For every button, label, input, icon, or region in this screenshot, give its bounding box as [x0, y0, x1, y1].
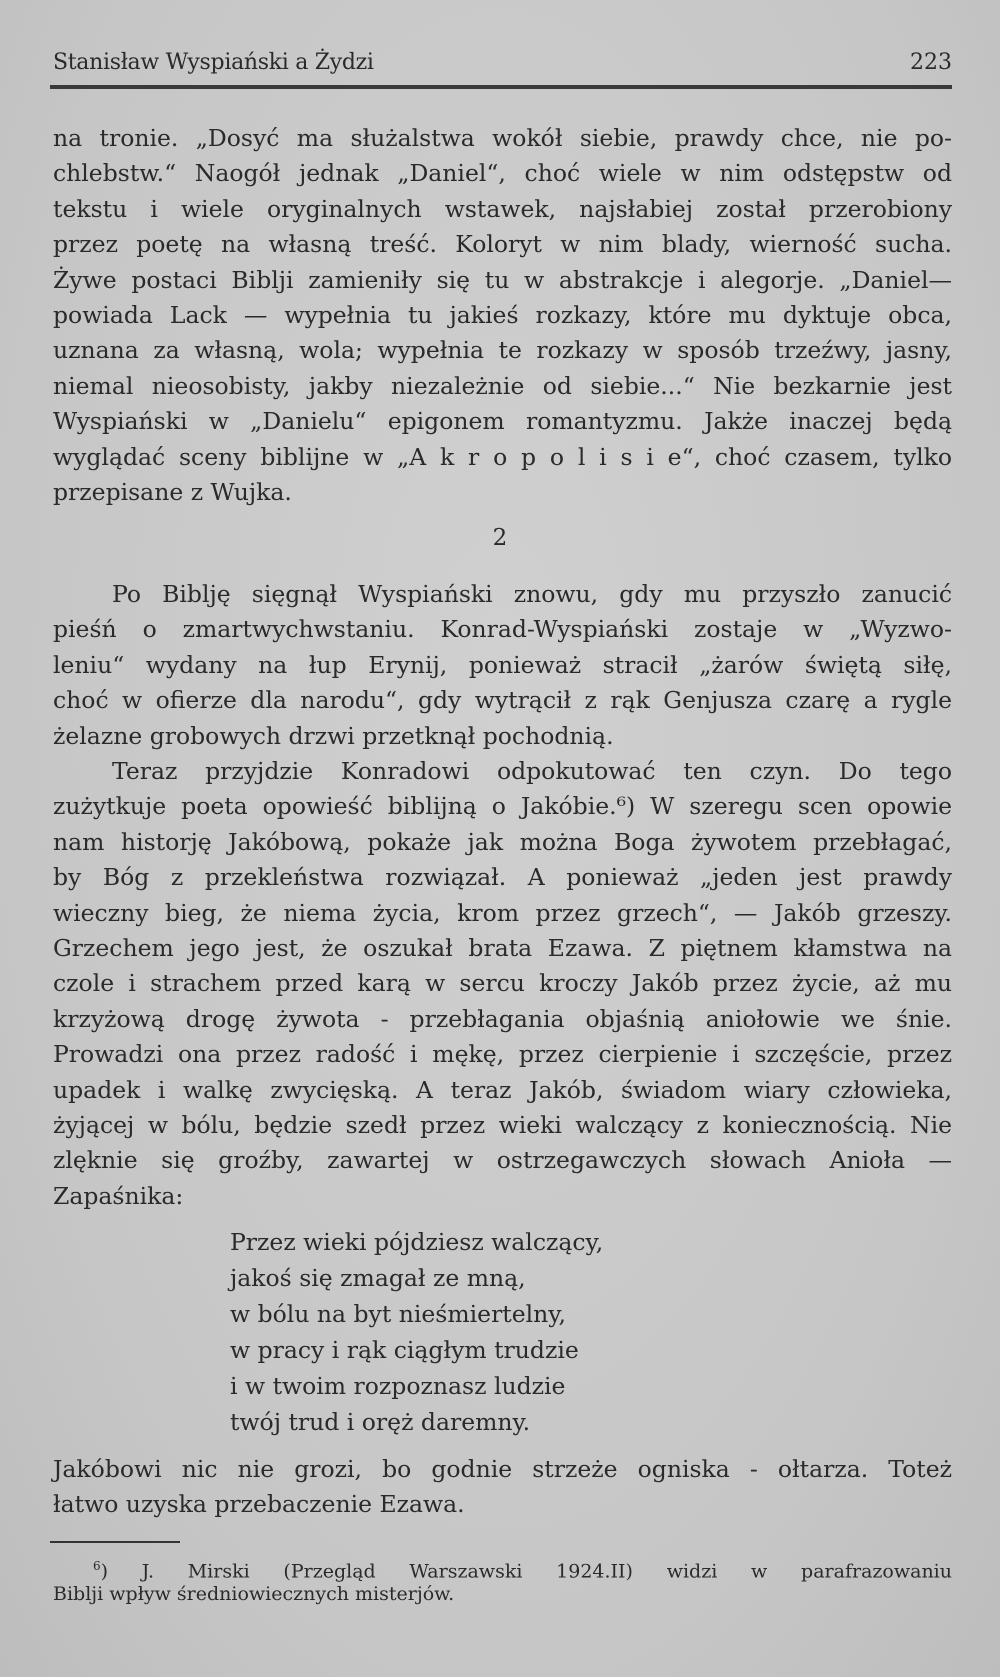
poem-line: twój trud i oręż daremny.	[230, 1407, 531, 1436]
text-line: krzyżową drogę żywota - przebłagania objaśnią aniołowie we śnie.	[53, 1004, 952, 1033]
text-line: czole i strachem przed karą w sercu kroczy Jakób przez życie, aż mu	[53, 969, 952, 998]
paragraph-1	[53, 121, 952, 510]
poem-line: Przez wieki pójdziesz walczący,	[230, 1228, 604, 1256]
footnote	[53, 1555, 952, 1606]
text-line: Wyspiański w „Danielu“ epigonem romantyzmu. Jakże inaczej będą	[53, 407, 952, 436]
text-line: zlęknie się groźby, zawartej w ostrzegawczych słowach Anioła —	[53, 1146, 952, 1175]
text-line: powiada Lack — wypełnia tu jakieś rozkazy, które mu dyktuje obca,	[53, 300, 952, 329]
text-line: pieśń o zmartwychwstaniu. Konrad-Wyspiański zostaje w „Wyzwo-	[53, 615, 952, 644]
paragraph-4	[53, 1452, 952, 1523]
footnote-line	[53, 1555, 952, 1583]
page-number: 223	[910, 50, 952, 75]
text-line: łatwo uzyska przebaczenie Ezawa.	[53, 1490, 465, 1519]
text-line: żyjącej w bólu, będzie szedł przez wieki walczący z koniecznością. Nie	[53, 1110, 952, 1139]
footnote-marker: 6	[93, 1559, 101, 1573]
text-line: Prowadzi ona przez radość i mękę, przez cierpienie i szczęście, przez	[53, 1040, 952, 1069]
running-header	[53, 50, 952, 82]
text-line: Teraz przyjdzie Konradowi odpokutować ten czyn. Do tego	[112, 757, 952, 785]
text-line: Zapaśnika:	[53, 1181, 184, 1210]
text-line: na tronie. „Dosyć ma służalstwa wokół siebie, prawdy chce, nie po-	[53, 124, 952, 152]
paragraph-2	[53, 577, 952, 754]
text-line: upadek i walkę zwycięską. A teraz Jakób, świadom wiary człowieka,	[53, 1075, 952, 1104]
text-line: chlebstw.“ Naogół jednak „Daniel“, choć wiele w nim odstępstw od	[53, 159, 952, 188]
text-line: zużytkuje poeta opowieść biblijną o Jakóbie.⁶) W szeregu scen opowie	[53, 792, 952, 821]
text-line: niemal nieosobisty, jakby niezależnie od siebie...“ Nie bezkarnie jest	[53, 371, 952, 400]
text-line: Żywe postaci Biblji zamieniły się tu w abstrakcje i alegorje. „Daniel—	[53, 265, 952, 294]
poem-line: w bólu na byt nieśmiertelny,	[230, 1299, 566, 1328]
text-line: uznana za własną, wola; wypełnia te rozkazy w sposób trzeźwy, jasny,	[53, 336, 952, 365]
text-line: Jakóbowi nic nie grozi, bo godnie strzeże ogniska - ołtarza. Toteż	[53, 1455, 952, 1483]
text-line: leniu“ wydany na łup Erynij, ponieważ stracił „żarów świętą siłę,	[53, 650, 952, 679]
text-line: wyglądać sceny biblijne w „A k r o p o l i s i e“, choć czasem, tylko	[53, 442, 952, 471]
text-line: Grzechem jego jest, że oszukał brata Ezawa. Z piętnem kłamstwa na	[53, 933, 952, 962]
text-line: żelazne grobowych drzwi przetknął pochodnią.	[53, 721, 614, 750]
poem-line: jakoś się zmagał ze mną,	[230, 1263, 526, 1292]
footnote-line: Biblji wpływ średniowiecznych misterjów.	[53, 1583, 455, 1606]
poem-line: w pracy i rąk ciągłym trudzie	[230, 1335, 579, 1364]
text-line: nam historję Jakóbową, pokaże jak można Boga żywotem przebłagać,	[53, 827, 952, 856]
paragraph-3	[53, 754, 952, 1214]
text-line: przepisane z Wujka.	[53, 477, 292, 506]
text-line: wieczny bieg, że niema życia, krom przez grzech“, — Jakób grzeszy.	[53, 898, 952, 927]
text-line: przez poetę na własną treść. Koloryt w nim blady, wierność sucha.	[53, 230, 952, 259]
poem-line: i w twoim rozpoznasz ludzie	[230, 1371, 566, 1400]
text-line: by Bóg z przekleństwa rozwiązał. A ponieważ „jeden jest prawdy	[53, 863, 952, 892]
header-rule	[50, 85, 952, 89]
text-line: choć w ofierze dla narodu“, gdy wytrącił z rąk Genjusza czarę a rygle	[53, 686, 952, 715]
section-number: 2	[492, 525, 508, 551]
text-line: tekstu i wiele oryginalnych wstawek, najsłabiej został przerobiony	[53, 194, 952, 223]
footnote-text: ) J. Mirski (Przegląd Warszawski 1924.II) widzi w parafrazowaniu	[100, 1560, 952, 1583]
running-title: Stanisław Wyspiański a Żydzi	[53, 50, 374, 75]
poem-quote	[230, 1225, 603, 1440]
text-line: Po Biblję sięgnął Wyspiański znowu, gdy mu przyszło zanucić	[112, 580, 952, 608]
footnote-rule	[50, 1541, 180, 1543]
